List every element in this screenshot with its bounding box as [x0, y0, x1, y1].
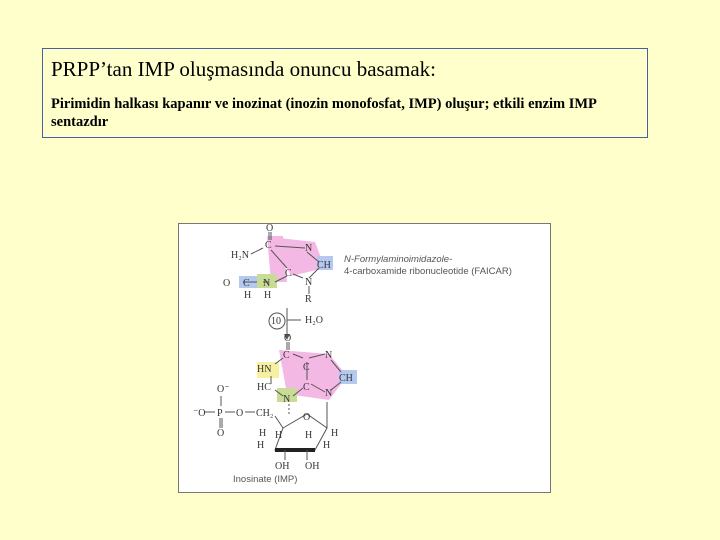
imp-hn: HN — [257, 364, 272, 375]
phosphate-p: P — [217, 408, 223, 419]
faicar-n-ring-2: N — [305, 277, 313, 288]
imp-hc2: HC — [257, 382, 271, 393]
ribose-ring-o: O — [303, 412, 311, 423]
faicar-molecule — [223, 224, 512, 305]
faicar-h-b: H — [264, 290, 272, 301]
ribose-h-4b: H — [257, 440, 265, 451]
imp-c5: C — [303, 362, 310, 373]
faicar-label-line1: N-Formylaminoimidazole- — [344, 254, 453, 265]
title-box — [42, 48, 648, 138]
phosphate-o-bottom: O — [217, 428, 225, 439]
faicar-r: R — [305, 294, 312, 305]
ribose-oh-3: OH — [275, 461, 290, 472]
imp-n3: N — [283, 394, 291, 405]
reaction-figure — [178, 223, 551, 493]
page-title: PRPP’tan IMP oluşmasında onuncu basamak: — [51, 57, 436, 81]
reaction-arrow — [269, 308, 323, 340]
imp-o-top: O — [284, 333, 292, 344]
ribose-h-1: H — [331, 428, 339, 439]
faicar-c1: C — [265, 240, 272, 251]
ribose-oh-2: OH — [305, 461, 320, 472]
faicar-h2n: H₂N — [231, 250, 249, 261]
imp-label: Inosinate (IMP) — [233, 474, 298, 485]
step-number: 10 — [271, 316, 281, 327]
phosphate-o-bridge: O — [236, 408, 244, 419]
faicar-c2: C — [285, 268, 292, 279]
faicar-c-formyl: C — [243, 278, 250, 289]
imp-c4: C — [303, 382, 310, 393]
faicar-ch: CH — [317, 260, 331, 271]
ribose-h-4: H — [259, 428, 267, 439]
faicar-h-a: H — [244, 290, 252, 301]
ribose-h-3: H — [275, 430, 283, 441]
imp-n7: N — [325, 350, 333, 361]
reaction-diagram — [179, 224, 552, 494]
faicar-label-line2: 4-carboxamide ribonucleotide (FAICAR) — [344, 266, 512, 277]
faicar-o-left: O — [223, 278, 231, 289]
ribose-ch2: CH₂ — [256, 408, 274, 419]
imp-n9: N — [325, 388, 333, 399]
faicar-o-top: O — [266, 224, 274, 234]
page-subtitle: Pirimidin halkası kapanır ve inozinat (inozin monofosfat, IMP) oluşur; etkili enzim IMP sentazdır — [51, 96, 597, 130]
phosphate-minus-o-left: ⁻O — [193, 408, 206, 419]
water-label: H₂O — [305, 315, 323, 326]
faicar-n-amide: N — [263, 278, 271, 289]
ribose-h-2: H — [305, 430, 313, 441]
imp-molecule — [193, 333, 357, 485]
imp-c6: C — [283, 350, 290, 361]
phosphate-o-minus-top: O⁻ — [217, 384, 230, 395]
imp-ch8: CH — [339, 373, 353, 384]
faicar-n-ring: N — [305, 243, 313, 254]
ribose-h-1b: H — [323, 440, 331, 451]
